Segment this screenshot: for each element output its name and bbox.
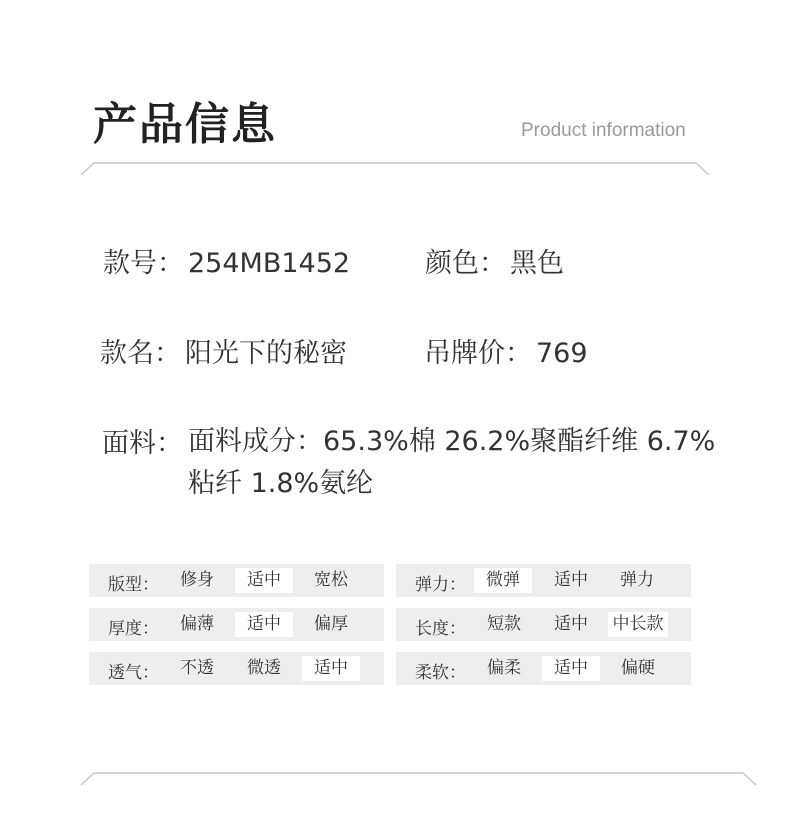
fabric-label: 面料： bbox=[102, 428, 183, 459]
elasticity-option-moderate: 适中 bbox=[554, 570, 588, 590]
elasticity-option-slight-selected: 微弹 bbox=[474, 568, 532, 593]
length-option-regular: 适中 bbox=[554, 614, 588, 634]
color-field bbox=[425, 241, 564, 280]
color-value: 黑色 bbox=[510, 248, 564, 279]
page-subtitle: Product information bbox=[521, 120, 686, 141]
attribute-row-breathability bbox=[89, 652, 384, 685]
thickness-label: 厚度： bbox=[108, 619, 159, 639]
softness-label: 柔软： bbox=[415, 663, 466, 683]
style-number-label: 款号： bbox=[103, 248, 184, 279]
elasticity-option-stretch: 弹力 bbox=[620, 570, 654, 590]
length-option-short: 短款 bbox=[487, 614, 521, 634]
attribute-row-thickness bbox=[89, 608, 384, 641]
softness-option-soft: 偏柔 bbox=[487, 658, 521, 678]
attribute-row-fit bbox=[89, 564, 384, 597]
page-title: 产品信息 bbox=[93, 99, 277, 150]
breathability-option-none: 不透 bbox=[180, 658, 214, 678]
style-name-label: 款名： bbox=[100, 338, 181, 369]
tag-price-label: 吊牌价： bbox=[424, 338, 532, 369]
style-number-value: 254MB1452 bbox=[188, 248, 351, 279]
attribute-row-elasticity bbox=[396, 564, 691, 597]
fit-option-regular-selected: 适中 bbox=[235, 568, 293, 593]
breathability-option-slight: 微透 bbox=[247, 658, 281, 678]
fit-option-loose: 宽松 bbox=[314, 570, 348, 590]
top-divider bbox=[80, 160, 710, 176]
style-name-value: 阳光下的秘密 bbox=[185, 338, 347, 369]
breathability-option-regular-selected: 适中 bbox=[302, 656, 360, 681]
style-number-field bbox=[103, 241, 350, 280]
attribute-row-length bbox=[396, 608, 691, 641]
softness-option-regular-selected: 适中 bbox=[542, 656, 600, 681]
tag-price-field bbox=[424, 331, 588, 370]
softness-option-firm: 偏硬 bbox=[621, 658, 655, 678]
attribute-row-softness bbox=[396, 652, 691, 685]
fabric-value: 面料成分：65.3%棉 26.2%聚酯纤维 6.7%粘纤 1.8%氨纶 bbox=[188, 426, 716, 499]
breathability-label: 透气： bbox=[108, 663, 159, 683]
style-name-field bbox=[100, 331, 347, 370]
length-label: 长度： bbox=[415, 619, 466, 639]
fit-option-slim: 修身 bbox=[180, 570, 214, 590]
color-label: 颜色： bbox=[425, 248, 506, 279]
thickness-option-thin: 偏薄 bbox=[180, 614, 214, 634]
thickness-option-regular-selected: 适中 bbox=[235, 612, 293, 637]
length-option-midi-selected: 中长款 bbox=[608, 612, 668, 637]
tag-price-value: 769 bbox=[536, 338, 588, 369]
bottom-divider bbox=[80, 770, 757, 786]
elasticity-label: 弹力： bbox=[415, 575, 466, 595]
fit-label: 版型： bbox=[108, 575, 159, 595]
thickness-option-thick: 偏厚 bbox=[314, 614, 348, 634]
